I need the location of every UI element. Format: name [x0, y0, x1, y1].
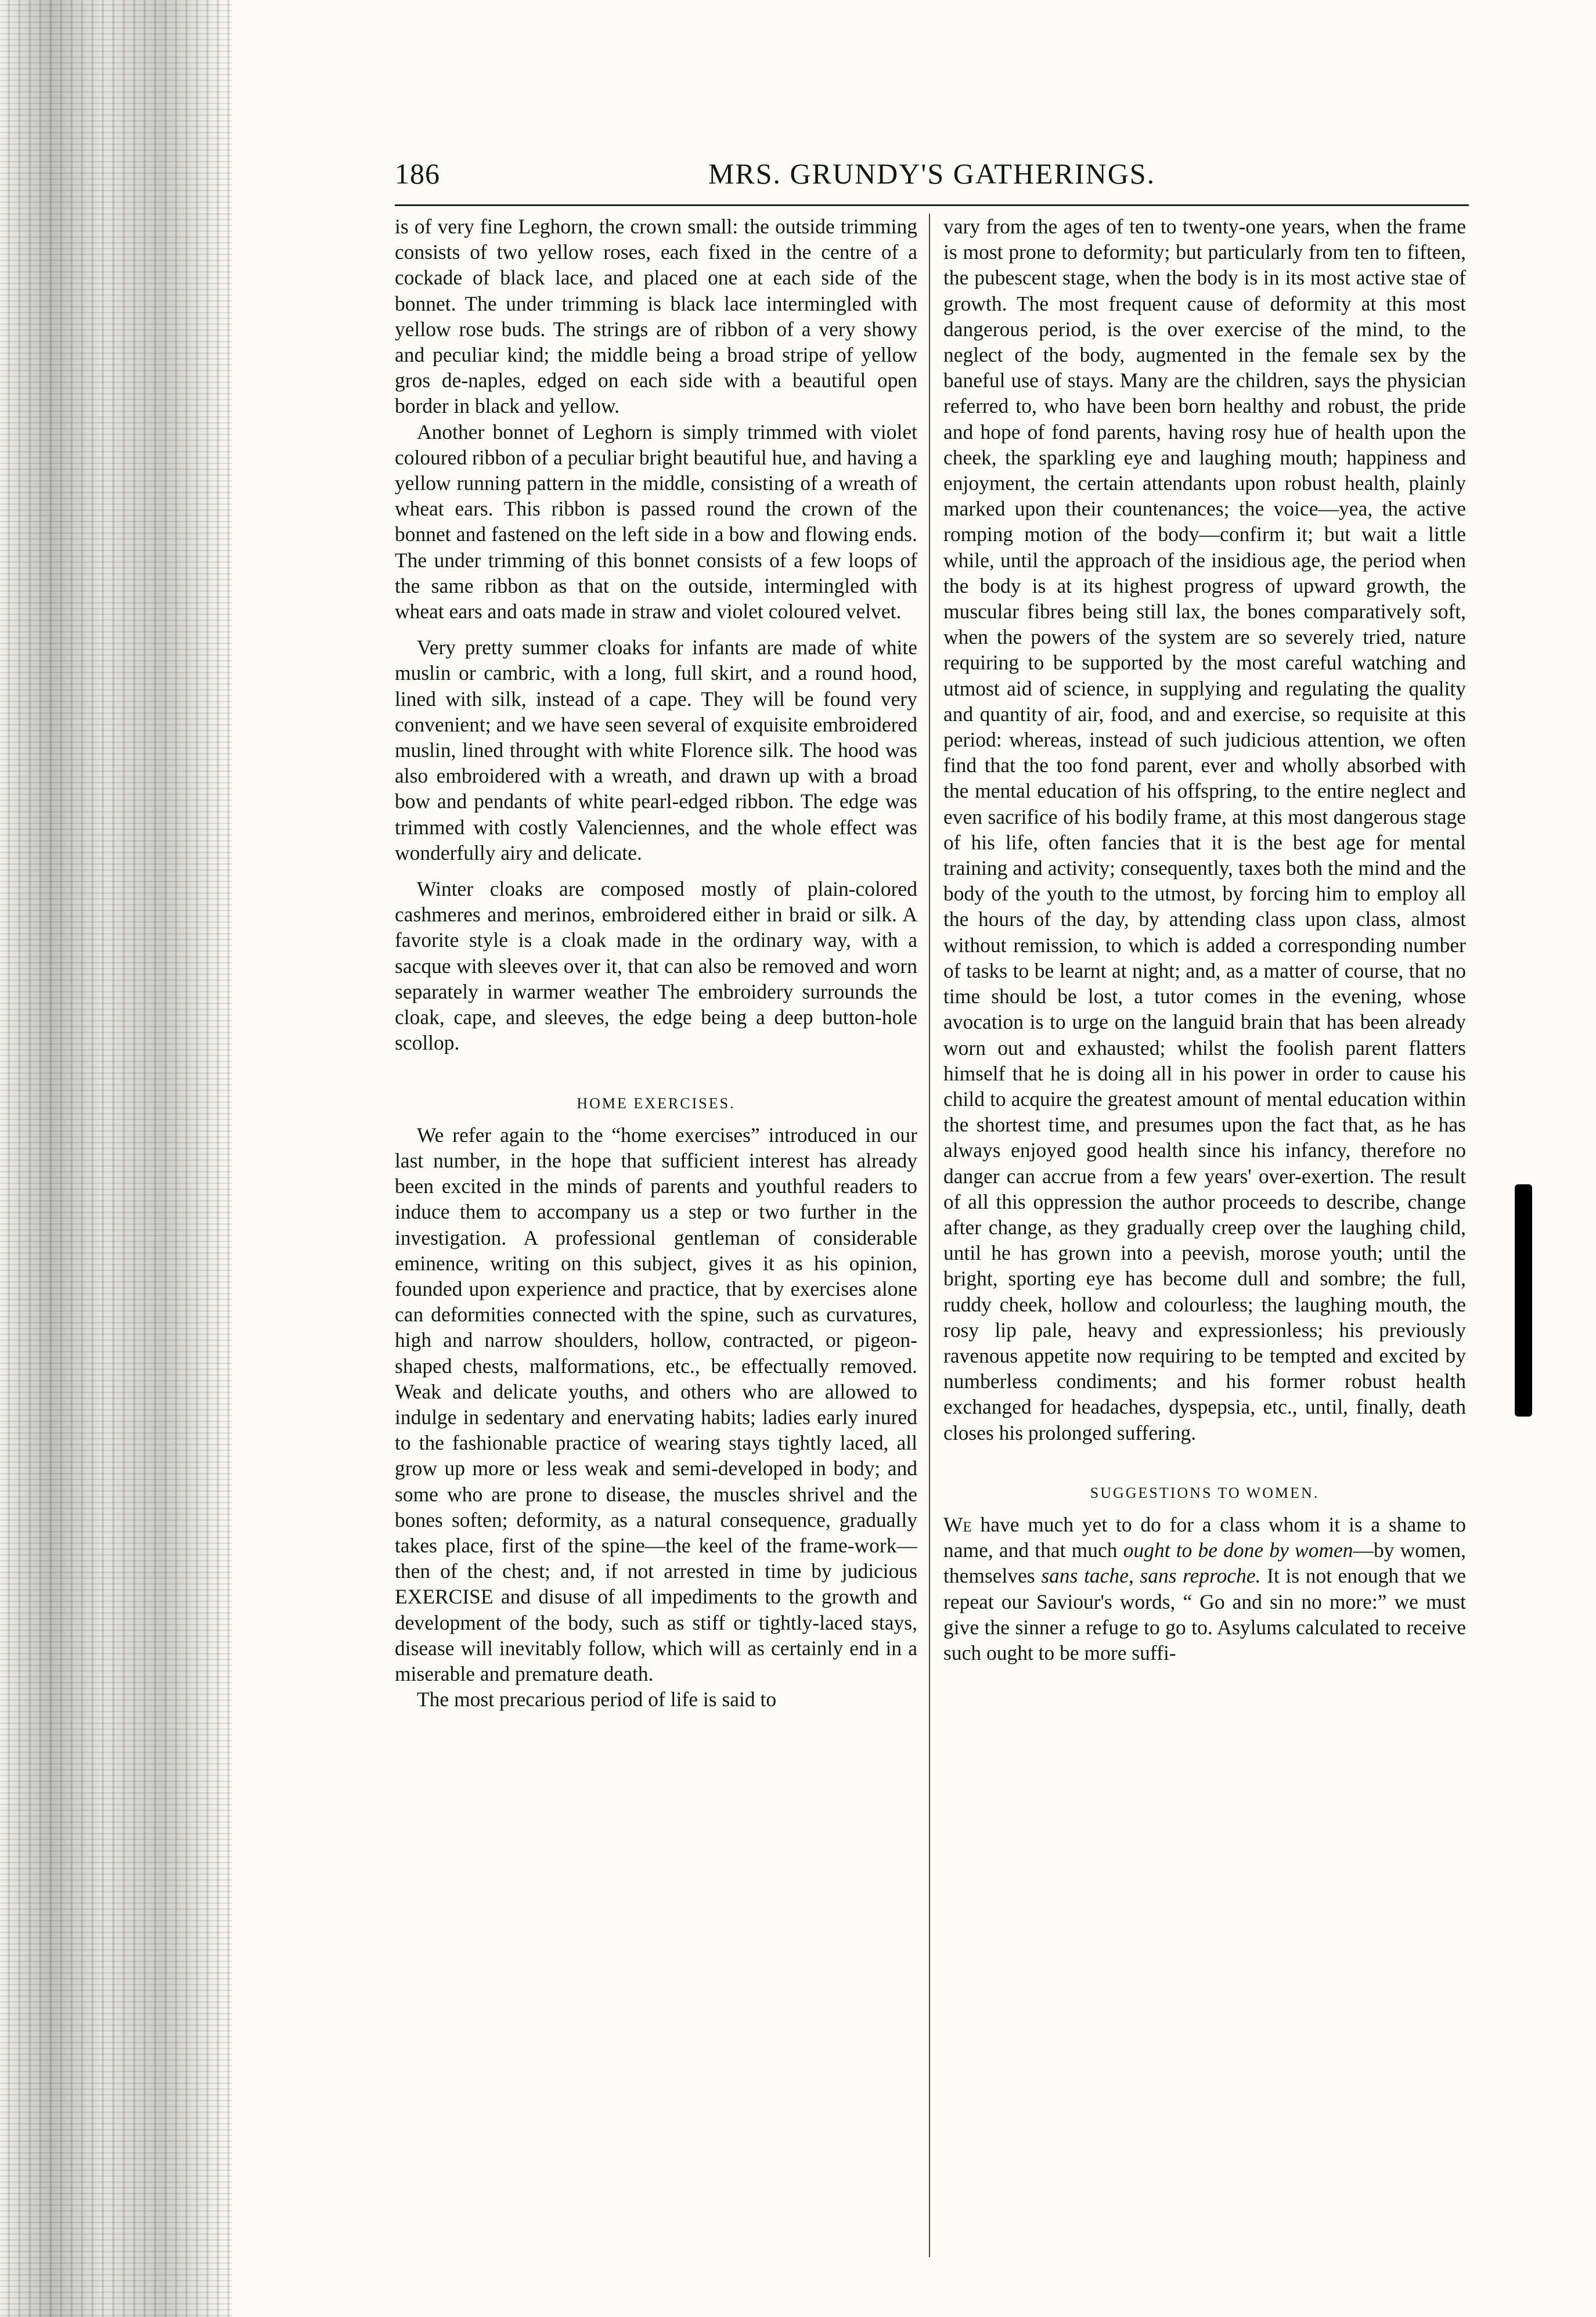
header-rule [395, 204, 1469, 206]
lead-in-word: We [943, 1512, 972, 1536]
paragraph: is of very fine Leghorn, the crown small: the outside trimming consists of two yellow roses, each fixed in the centre of a cockade of black lace, and placed one at each side of the bonnet. The under trimming is black lace intermingled with yellow rose buds. The strings are of ribbon of a very showy and peculiar kind; the middle being a broad stripe of yellow gros de-naples, edged on each side with a beautiful open border in black and yellow. [395, 215, 917, 418]
paragraph: The most precarious period of life is said to [417, 1688, 777, 1711]
italic-text: sans tache, sans reproche. [1041, 1564, 1261, 1588]
left-column [395, 214, 917, 2257]
section-heading-suggestions-to-women: SUGGESTIONS TO WOMEN. [1090, 1484, 1320, 1501]
column-divider [929, 214, 930, 2257]
paragraph: Another bonnet of Leghorn is simply trimmed with violet coloured ribbon of a peculiar bright beautiful hue, and having a yellow running pattern in the middle, consisting of a wreath of wheat ears. This ribbon is passed round the crown of the bonnet and fastened on the left side in a bow and flowing ends. The under trimming of this bonnet consists of a few loops of the same ribbon as that on the outside, intermingled with wheat ears and oats made in straw and violet coloured velvet. [395, 420, 917, 624]
page-number: 186 [395, 157, 440, 190]
paragraph: Winter cloaks are composed mostly of plain-colored cashmeres and merinos, embroidered either in braid or silk. A favorite style is a cloak made in the ordinary way, with a sacque with sleeves over it, that can also be removed and worn separately in warmer weather The embroidery surrounds the cloak, cape, and sleeves, the edge being a deep button-hole scollop. [395, 877, 917, 1055]
text-run: It is not enough that we repeat our Saviour's words, “ Go and sin no more:” we must give the sinner a refuge to go to. Asylums calculated to receive such ought to be more suffi- [943, 1564, 1466, 1664]
paragraph [943, 1512, 1466, 1666]
paragraph: vary from the ages of ten to twenty-one years, when the frame is most prone to deformity; but particularly from ten to fifteen, the pubescent stage, when the body is in its most active stae of growth. The most frequent cause of deformity at this most dangerous period, is the over exercise of the mind, to the neglect of the body, augmented in the female sex by the baneful use of stays. Many are the children, says the physician referred to, who have been born healthy and robust, the pride and hope of fond parents, having rosy hue of health upon the cheek, the sparkling eye and laughing mouth; happiness and enjoyment, the certain attendants upon robust health, plainly marked upon their countenances; the voice—yea, the active romping motion of the body—confirm it; but wait a little while, until the approach of the insidious age, the period when the body is at its highest progress of upward growth, the muscular fibres being still lax, the bones comparatively soft, when the powers of the system are so severely tried, nature requiring to be supported by the most careful watching and utmost aid of science, in supplying and regulating the quality and quantity of air, food, and and exercise, so requisite at this period: whereas, instead of such judicious attention, we often find that the too fond parent, ever and wholly absorbed with the mental education of his offspring, to the entire neglect and even sacrifice of his bodily frame, at this most dangerous stage of his life, often fancies that it is the best age for mental training and activity; consequently, taxes both the mind and the body of the youth to the utmost, by forcing him to employ all the hours of the day, by attending class upon class, almost without remission, to which is added a corresponding number of tasks to be learnt at night; and, as a matter of course, that no time should be lost, a tutor comes in the evening, whose avocation is to urge on the languid brain that has been already worn out and exhausted; whilst the foolish parent flatters himself that he is doing all in his power in order to cause his child to acquire the greatest amount of mental education within the shortest time, and presumes upon the fact that, as he has always enjoyed good health since his infancy, therefore no danger can accrue from a few years' over-exertion. The result of all this oppression the author proceeds to describe, change after change, as they gradually creep over the laughing child, until he has grown into a peevish, morose youth; until the bright, sporting eye has become dull and sombre; the full, ruddy cheek, hollow and colourless; the laughing mouth, the rosy lip pale, heavy and expressionless; his previously ravenous appetite now requiring to be tempted and excited by numberless condiments; and his former robust health exchanged for headaches, dyspepsia, etc., until, finally, death closes his prolonged suffering. [943, 215, 1466, 1444]
right-column [943, 214, 1466, 2257]
italic-text: ought to be done by women [1123, 1538, 1353, 1562]
scan-binding-edge [0, 0, 232, 2317]
paragraph: We refer again to the “home exercises” introduced in our last number, in the hope that sufficient interest has already been excited in the minds of parents and youthful readers to induce them to accompany us a step or two further in the investigation. A professional gentleman of considerable eminence, writing on this subject, gives it as his opinion, founded upon experience and practice, that by exercises alone can deformities connected with the spine, such as curvatures, high and narrow shoulders, hollow, contracted, or pigeon-shaped chests, malformations, etc., be effectually removed. Weak and delicate youths, and others who are allowed to indulge in sedentary and enervating habits; ladies early inured to the fashionable practice of wearing stays tightly laced, all grow up more or less weak and semi-developed in body; and some who are prone to disease, the muscles shrivel and the bones soften; deformity, as a natural consequence, gradually takes place, first of the spine—the keel of the frame-work—then of the chest; and, if not arrested in time by judicious EXERCISE and disuse of all impediments to the growth and development of the body, such as stiff or tightly-laced stays, disease will inevitably follow, which will as certainly end in a miserable and premature death. [395, 1123, 917, 1685]
scan-edge-mark [1515, 1184, 1532, 1417]
text-run: have much yet to do for a class whom it is a shame to name, and that much [943, 1512, 1466, 1562]
running-title: MRS. GRUNDY'S GATHERINGS. [708, 157, 1156, 190]
paragraph: Very pretty summer cloaks for infants are made of white muslin or cambric, with a long, full skirt, and a round hood, lined with silk, instead of a cape. They will be found very convenient; and we have seen several of exquisite embroidered muslin, lined throught with white Florence silk. The hood was also embroidered with a wreath, and drawn up with a broad bow and pendants of white pearl-edged ribbon. The edge was trimmed with costly Valenciennes, and the whole effect was wonderfully airy and delicate. [395, 636, 917, 864]
text-run: —by women, themselves [943, 1538, 1466, 1588]
page-header [395, 157, 1469, 203]
section-heading-home-exercises: HOME EXERCISES. [577, 1094, 736, 1112]
